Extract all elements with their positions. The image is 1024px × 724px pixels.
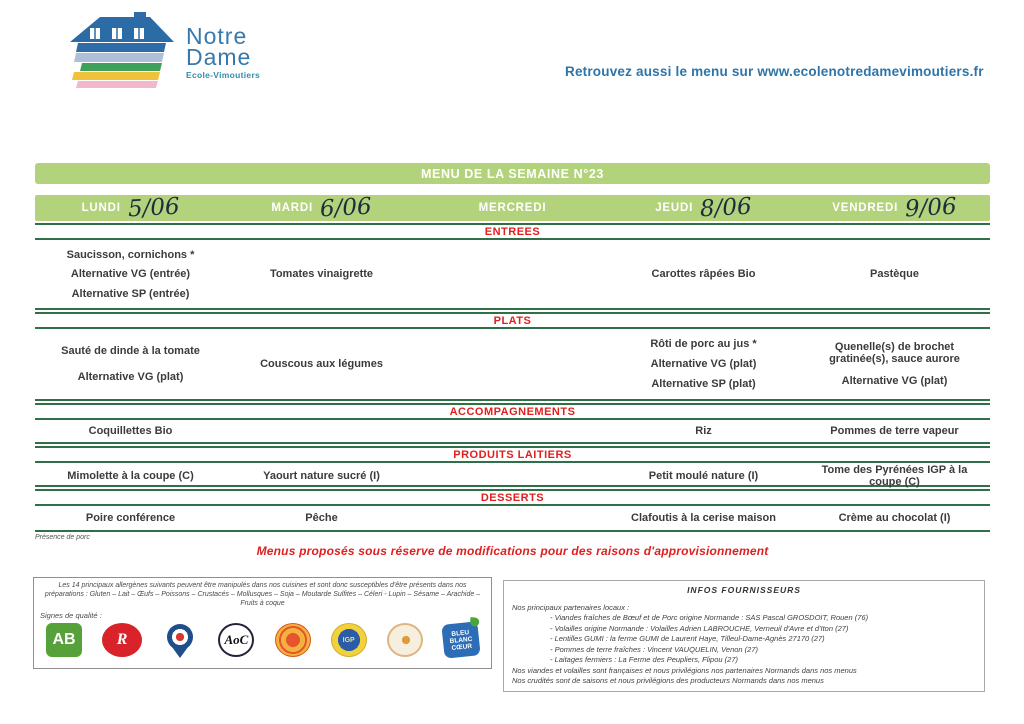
supplier-line: - Laitages fermiers : La Ferme des Peupliers, Flipou (27) <box>550 655 738 664</box>
quality-signs-label: Signes de qualité : <box>40 611 102 620</box>
menu-item: Mimolette à la coupe (C) <box>67 470 194 482</box>
menu-cell <box>35 329 226 399</box>
day-header-jeudi <box>608 195 799 221</box>
section-header-accompagnements: ACCOMPAGNEMENTS <box>35 403 990 420</box>
allergens-text: Les 14 principaux allergènes suivants peuvent être manipulés dans nos cuisines et sont donc susceptibles d'être présents dans nos préparations : Gluten – Lait – Œufs – Poissons – Crustacés – Mollusques – Soja – Moutarde Sulfites – Céleri - Lupin – Sésame – Arachide – Fruits à coque <box>44 582 481 607</box>
day-label: MARDI <box>271 202 314 214</box>
menu-title-band: MENU DE LA SEMAINE N°23 <box>35 163 990 184</box>
website-link-text: Retrouvez aussi le menu sur www.ecolenotredamevimoutiers.fr <box>565 64 984 79</box>
menu-item: Alternative VG (entrée) <box>70 268 191 280</box>
logo-subtitle: Ecole-Vimoutiers <box>186 70 261 80</box>
menu-sections <box>35 223 990 532</box>
menu-cell <box>35 463 226 489</box>
menu-item: Quenelle(s) de brochet gratinée(s), sauce aurore <box>829 340 960 365</box>
menu-item: Tomates vinaigrette <box>269 268 374 280</box>
day-header-mardi <box>226 195 417 221</box>
menu-item: Poire conférence <box>85 512 176 524</box>
section-grid-produits-laitiers <box>35 463 990 487</box>
menu-item: Alternative SP (entrée) <box>71 287 190 300</box>
menu-item: Pastèque <box>870 268 919 280</box>
menu-item: Yaourt nature sucré (I) <box>263 470 380 482</box>
school-logo <box>68 12 260 88</box>
fermier-seal-logo <box>387 623 423 657</box>
day-header-mercredi <box>417 195 608 221</box>
menu-cell <box>417 329 608 399</box>
menu-item: Tome des Pyrénées IGP à la coupe (C) <box>821 464 968 488</box>
bleu-blanc-coeur-logo: BLEU BLANC CŒUR <box>441 621 480 659</box>
handwritten-date: 9/06 <box>904 193 958 223</box>
supplier-line: - Viandes fraîches de Bœuf et de Porc origine Normande : SAS Pascal GROSDOIT, Rouen (76) <box>550 613 869 622</box>
igp-logo: IGP <box>331 623 367 657</box>
menu-cell <box>608 463 799 489</box>
label-rouge-logo: R <box>102 623 142 657</box>
day-label: LUNDI <box>81 202 121 214</box>
supplier-line: - Pommes de terre fraîches : Vincent VAUQUELIN, Venon (27) <box>550 644 759 654</box>
section-header-plats: PLATS <box>35 312 990 329</box>
menu-item: Couscous aux légumes <box>260 358 383 370</box>
logo-text <box>186 12 260 80</box>
menu-item: Riz <box>695 425 712 437</box>
section-grid-desserts <box>35 506 990 532</box>
menu-cell <box>799 463 990 489</box>
logo-title-line1: Notre <box>186 23 248 49</box>
quality-logos-row <box>40 620 485 657</box>
menu-cell <box>799 329 990 399</box>
menu-cell <box>226 329 417 399</box>
supplier-footer-lines <box>512 666 976 687</box>
day-header-vendredi <box>799 195 990 221</box>
menu-item: Pommes de terre vapeur <box>830 425 959 437</box>
menu-item: Petit moulé nature (I) <box>648 470 759 482</box>
handwritten-date: 5/06 <box>127 193 181 223</box>
menu-cell <box>226 420 417 442</box>
menu-cell <box>417 240 608 308</box>
suppliers-title: INFOS FOURNISSEURS <box>687 585 801 595</box>
suppliers-footer-line: Nos viandes et volailles sont françaises et nous privilégions nos partenaires Normands dans nos menus <box>512 665 857 675</box>
menu-cell <box>417 420 608 442</box>
menu-cell <box>226 463 417 489</box>
menu-item: Pêche <box>305 512 338 524</box>
aop-logo <box>275 623 311 657</box>
menu-cell <box>799 506 990 530</box>
suppliers-footer-line: Nos crudités sont de saisons et nous privilégions des producteurs Normands dans nos menus <box>512 676 824 685</box>
menu-item: Alternative VG (plat) <box>841 375 948 388</box>
menu-cell <box>226 506 417 530</box>
menu-cell <box>35 506 226 530</box>
menu-cell <box>608 506 799 530</box>
menu-cell <box>608 240 799 308</box>
supplier-line: - Volailles origine Normande : Volailles Adrien LABROUCHE, Verneuil d'Avre et d'Iton (27) <box>550 623 849 633</box>
day-label: MERCREDI <box>478 202 547 214</box>
suppliers-box <box>503 580 985 692</box>
menu-item: Alternative SP (plat) <box>651 378 756 390</box>
menu-cell <box>799 420 990 442</box>
house-logo-icon <box>68 12 176 88</box>
section-grid-entrees <box>35 240 990 310</box>
menu-item: Alternative VG (plat) <box>77 371 184 384</box>
handwritten-date: 8/06 <box>699 193 753 223</box>
supplier-lines <box>512 613 976 666</box>
day-label: VENDREDI <box>832 202 899 214</box>
section-grid-plats <box>35 329 990 401</box>
day-label: JEUDI <box>655 202 694 214</box>
menu-cell <box>35 240 226 308</box>
handwritten-date: 6/06 <box>319 193 373 223</box>
modification-notice: Menus proposés sous réserve de modifications pour des raisons d'approvisionnement <box>256 544 769 558</box>
day-header-lundi <box>35 195 226 221</box>
menu-cell <box>799 240 990 308</box>
menu-cell <box>608 329 799 399</box>
section-header-produits-laitiers: PRODUITS LAITIERS <box>35 446 990 463</box>
menu-cell <box>226 240 417 308</box>
ab-logo: AB <box>46 623 82 657</box>
origine-france-pin-logo <box>162 623 198 657</box>
section-header-desserts: DESSERTS <box>35 489 990 506</box>
menu-cell <box>417 506 608 530</box>
menu-cell <box>608 420 799 442</box>
menu-item: Clafoutis à la cerise maison <box>631 512 776 524</box>
menu-cell <box>35 420 226 442</box>
menu-item: Rôti de porc au jus * <box>650 338 757 350</box>
pork-footnote: Présence de porc <box>35 534 90 541</box>
menu-item: Alternative VG (plat) <box>650 358 757 370</box>
menu-item: Saucisson, cornichons * <box>66 248 195 261</box>
day-header-row <box>35 195 990 221</box>
supplier-line: - Lentilles GUMI : la ferme GUMI de Laurent Haye, Tilleul-Dame-Agnès 27170 (27) <box>550 634 825 643</box>
menu-item: Sauté de dinde à la tomate <box>61 344 200 357</box>
logo-title-line2: Dame <box>186 44 252 70</box>
weekly-menu-table <box>35 163 990 558</box>
section-grid-accompagnements <box>35 420 990 444</box>
section-header-entrees: ENTREES <box>35 223 990 240</box>
aoc-logo: AoC <box>218 623 254 657</box>
menu-item: Carottes râpées Bio <box>651 268 756 280</box>
menu-cell <box>417 463 608 489</box>
allergens-box <box>33 577 492 669</box>
suppliers-intro: Nos principaux partenaires locaux : <box>512 603 630 612</box>
menu-item: Crème au chocolat (I) <box>838 512 951 524</box>
menu-item: Coquillettes Bio <box>88 425 173 437</box>
